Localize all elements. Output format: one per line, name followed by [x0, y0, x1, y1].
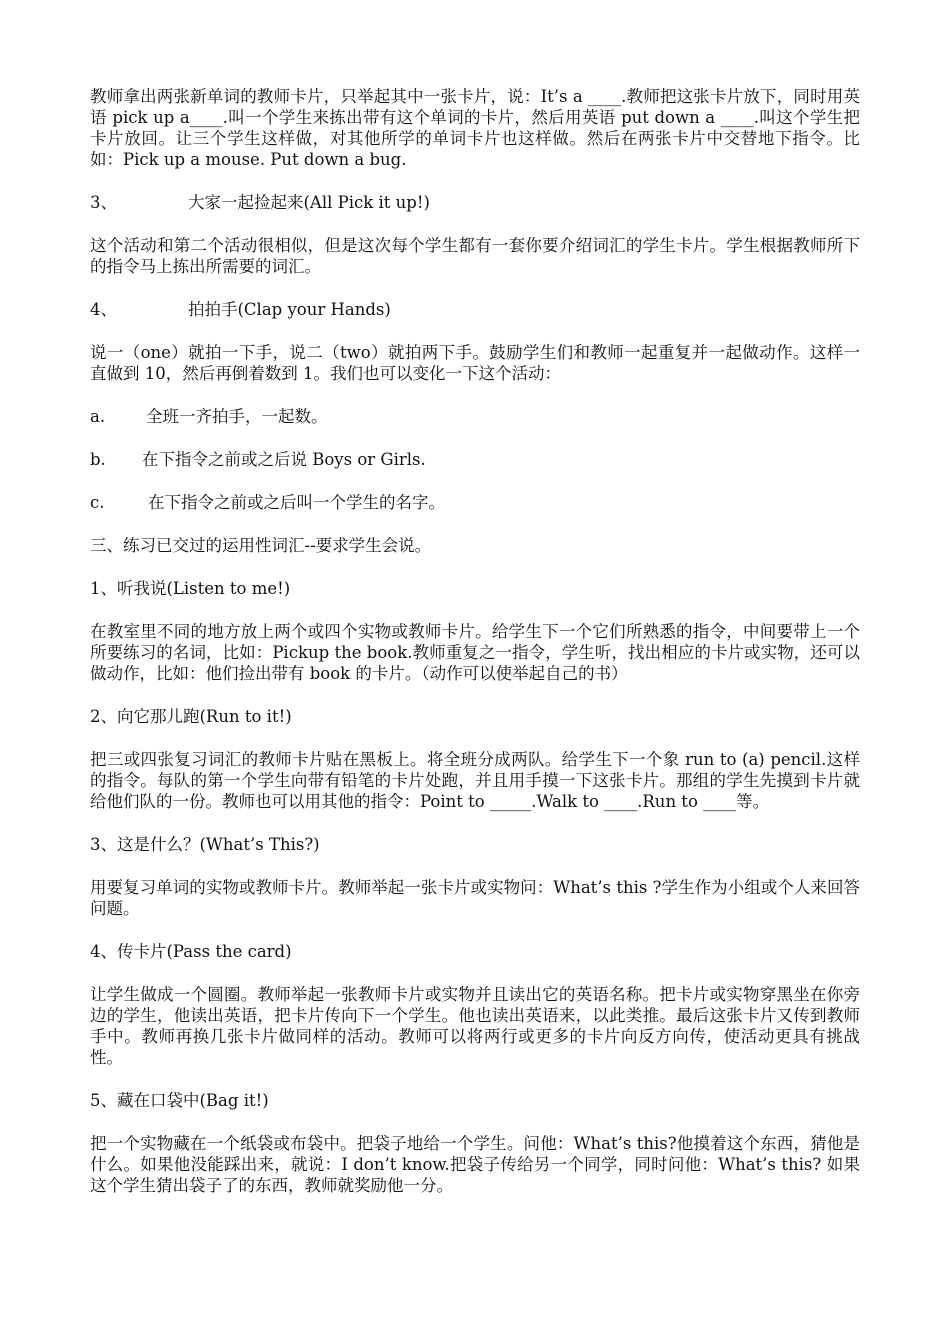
heading-clap-your-hands	[90, 299, 860, 320]
paragraph-clap-your-hands: 说一（one）就拍一下手，说二（two）就拍两下手。鼓励学生们和教师一起重复并一起做动作。这样一直做到 10，然后再倒着数到 1。我们也可以变化一下这个活动：	[90, 343, 860, 383]
list-text: 在下指令之前或之后叫一个学生的名字。	[148, 493, 445, 512]
heading-all-pick-it-up	[90, 192, 860, 213]
paragraph-run-to-it: 把三或四张复习词汇的教师卡片贴在黑板上。将全班分成两队。给学生下一个象 run to (a) pencil.这样的指令。每队的第一个学生向带有铅笔的卡片处跑，并且用手摸一下这张卡片。那组的学生先摸到卡片就给他们队的一份。教师也可以用其他的指令：Point to _____.Walk to ____.Run to ____等。	[90, 750, 860, 811]
list-item-a	[90, 406, 860, 427]
heading-number: 4、	[90, 300, 117, 319]
document-page	[90, 86, 860, 1218]
heading-bag-it: 5、藏在口袋中(Bag it!)	[90, 1091, 269, 1110]
paragraph-bag-it: 把一个实物藏在一个纸袋或布袋中。把袋子地给一个学生。问他：What’s this?他摸着这个东西，猜他是什么。如果他没能踩出来，就说：I don’t know.把袋子传给另一个同学，同时问他：What’s this? 如果这个学生猜出袋子了的东西，教师就奖励他一分。	[90, 1134, 860, 1195]
paragraph-all-pick-it-up: 这个活动和第二个活动很相似，但是这次每个学生都有一套你要介绍词汇的学生卡片。学生根据教师所下的指令马上拣出所需要的词汇。	[90, 236, 860, 276]
list-text: 在下指令之前或之后说 Boys or Girls.	[142, 450, 426, 469]
list-item-b	[90, 449, 860, 470]
heading-whats-this: 3、这是什么？(What’s This?)	[90, 835, 320, 854]
paragraph-listen-to-me: 在教室里不同的地方放上两个或四个实物或教师卡片。给学生下一个它们所熟悉的指令，中间要带上一个所要练习的名词，比如：Pickup the book.教师重复之一指令，学生听，找出相应的卡片或实物，还可以做动作，比如：他们捡出带有 book 的卡片。（动作可以使举起自己的书）	[90, 622, 860, 683]
paragraph-pass-the-card: 让学生做成一个圆圈。教师举起一张教师卡片或实物并且读出它的英语名称。把卡片或实物穿黑坐在你旁边的学生，他读出英语，把卡片传向下一个学生。他也读出英语来，以此类推。最后这张卡片又传到教师手中。教师再换几张卡片做同样的活动。教师可以将两行或更多的卡片向反方向传，使活动更具有挑战性。	[90, 985, 860, 1067]
list-marker: c.	[90, 493, 105, 512]
list-marker: a.	[90, 407, 106, 426]
section-heading-3: 三、练习已交过的运用性词汇--要求学生会说。	[90, 536, 432, 555]
heading-run-to-it: 2、向它那儿跑(Run to it!)	[90, 707, 292, 726]
list-marker: b.	[90, 450, 106, 469]
heading-number: 3、	[90, 193, 117, 212]
heading-listen-to-me: 1、听我说(Listen to me!)	[90, 579, 291, 598]
list-text: 全班一齐拍手，一起数。	[146, 407, 328, 426]
paragraph-whats-this: 用要复习单词的实物或教师卡片。教师举起一张卡片或实物问：What’s this ?学生作为小组或个人来回答问题。	[90, 878, 860, 918]
paragraph-activity-2: 教师拿出两张新单词的教师卡片，只举起其中一张卡片，说：It’s a ____.教师把这张卡片放下，同时用英语 pick up a____.叫一个学生来拣出带有这个单词的卡片，然后用英语 put down a ____.叫这个学生把卡片放回。让三个学生这样做，对其他所学的单词卡片也这样做。然后在两张卡片中交替地下指令。比如：Pick up a mouse. Put down a bug.	[90, 87, 860, 169]
heading-pass-the-card: 4、传卡片(Pass the card)	[90, 942, 292, 961]
heading-title: 拍拍手(Clap your Hands)	[188, 300, 391, 319]
list-item-c	[90, 492, 860, 513]
heading-title: 大家一起捡起来(All Pick it up!)	[188, 193, 430, 212]
